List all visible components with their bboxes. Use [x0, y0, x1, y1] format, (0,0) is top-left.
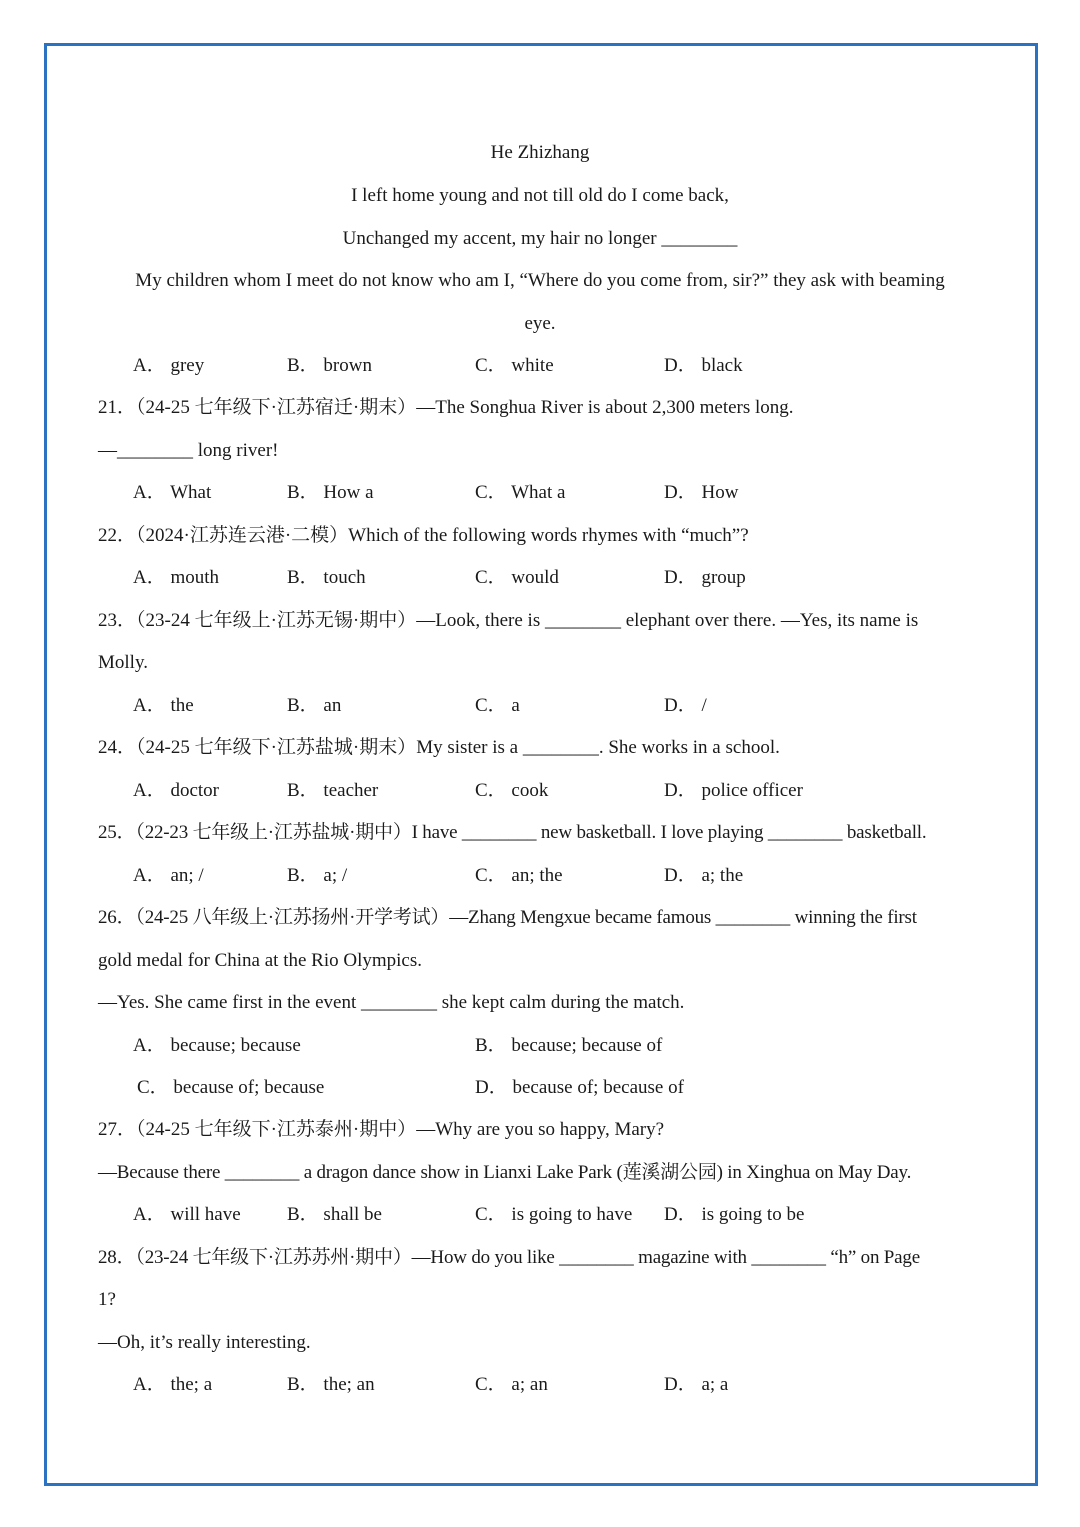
poem-line: Unchanged my accent, my hair no longer ________ — [342, 228, 738, 249]
question-stem: 25．（22-23 七年级上·江苏盐城·期中）I have ________ new basketball. I love playing ________ basketball. — [98, 822, 927, 843]
option-a: A． grey — [133, 355, 205, 376]
option-d: D． because of; because of — [475, 1077, 684, 1098]
option-c: C． cook — [475, 780, 549, 801]
option-c: C． an; the — [475, 865, 563, 886]
option-d: D． / — [664, 695, 707, 716]
question-stem: 24．（24-25 七年级下·江苏盐城·期末）My sister is a ________. She works in a school. — [98, 737, 780, 758]
option-d: D． is going to be — [664, 1204, 805, 1225]
question-stem: 21．（24-25 七年级下·江苏宿迁·期末）—The Songhua River is about 2,300 meters long. — [98, 397, 794, 418]
question-stem: 27．（24-25 七年级下·江苏泰州·期中）—Why are you so happy, Mary? — [98, 1119, 665, 1140]
question-stem: —Oh, it’s really interesting. — [98, 1332, 311, 1353]
poem-line: My children whom I meet do not know who am I, “Where do you come from, sir?” they ask with beaming — [135, 270, 945, 291]
option-d: D． group — [664, 567, 746, 588]
option-a: A． because; because — [133, 1035, 301, 1056]
option-c: C． a; an — [475, 1374, 548, 1395]
option-a: A． the — [133, 695, 194, 716]
option-d: D． a; a — [664, 1374, 729, 1395]
option-b: B． a; / — [287, 865, 348, 886]
poem-title: He Zhizhang — [490, 142, 590, 163]
option-b: B． teacher — [287, 780, 379, 801]
option-a: A． What — [133, 482, 212, 503]
option-d: D． black — [664, 355, 743, 376]
option-b: B． shall be — [287, 1204, 382, 1225]
option-c: C． What a — [475, 482, 566, 503]
option-a: A． mouth — [133, 567, 220, 588]
option-b: B． How a — [287, 482, 374, 503]
option-c: C． a — [475, 695, 520, 716]
poem-line: I left home young and not till old do I come back, — [351, 185, 729, 206]
option-b: B． because; because of — [475, 1035, 663, 1056]
question-stem: 1? — [98, 1289, 116, 1310]
option-d: D． police officer — [664, 780, 803, 801]
option-a: A． an; / — [133, 865, 204, 886]
question-stem: 22．（2024·江苏连云港·二模）Which of the following words rhymes with “much”? — [98, 525, 749, 546]
question-stem: 28．（23-24 七年级下·江苏苏州·期中）—How do you like ________ magazine with ________ “h” on Page — [98, 1247, 920, 1268]
option-b: B． an — [287, 695, 342, 716]
option-a: A． doctor — [133, 780, 220, 801]
option-c: C． is going to have — [475, 1204, 633, 1225]
option-c: C． because of; because — [137, 1077, 325, 1098]
option-d: D． a; the — [664, 865, 744, 886]
question-stem: —Yes. She came first in the event ________ she kept calm during the match. — [98, 992, 685, 1013]
question-stem: —Because there ________ a dragon dance show in Lianxi Lake Park (莲溪湖公园) in Xinghua on May Day. — [98, 1162, 912, 1183]
option-a: A． will have — [133, 1204, 241, 1225]
question-stem: gold medal for China at the Rio Olympics. — [98, 950, 423, 971]
option-b: B． the; an — [287, 1374, 375, 1395]
question-stem: —________ long river! — [98, 440, 279, 461]
option-c: C． would — [475, 567, 559, 588]
option-c: C． white — [475, 355, 554, 376]
question-stem: Molly. — [98, 652, 148, 673]
option-d: D． How — [664, 482, 739, 503]
option-b: B． brown — [287, 355, 372, 376]
option-a: A． the; a — [133, 1374, 213, 1395]
question-stem: 26．（24-25 八年级上·江苏扬州·开学考试）—Zhang Mengxue became famous ________ winning the first — [98, 907, 917, 928]
option-b: B． touch — [287, 567, 366, 588]
poem-line: eye. — [524, 313, 556, 334]
question-stem: 23．（23-24 七年级上·江苏无锡·期中）—Look, there is ________ elephant over there. —Yes, its name is — [98, 610, 919, 631]
